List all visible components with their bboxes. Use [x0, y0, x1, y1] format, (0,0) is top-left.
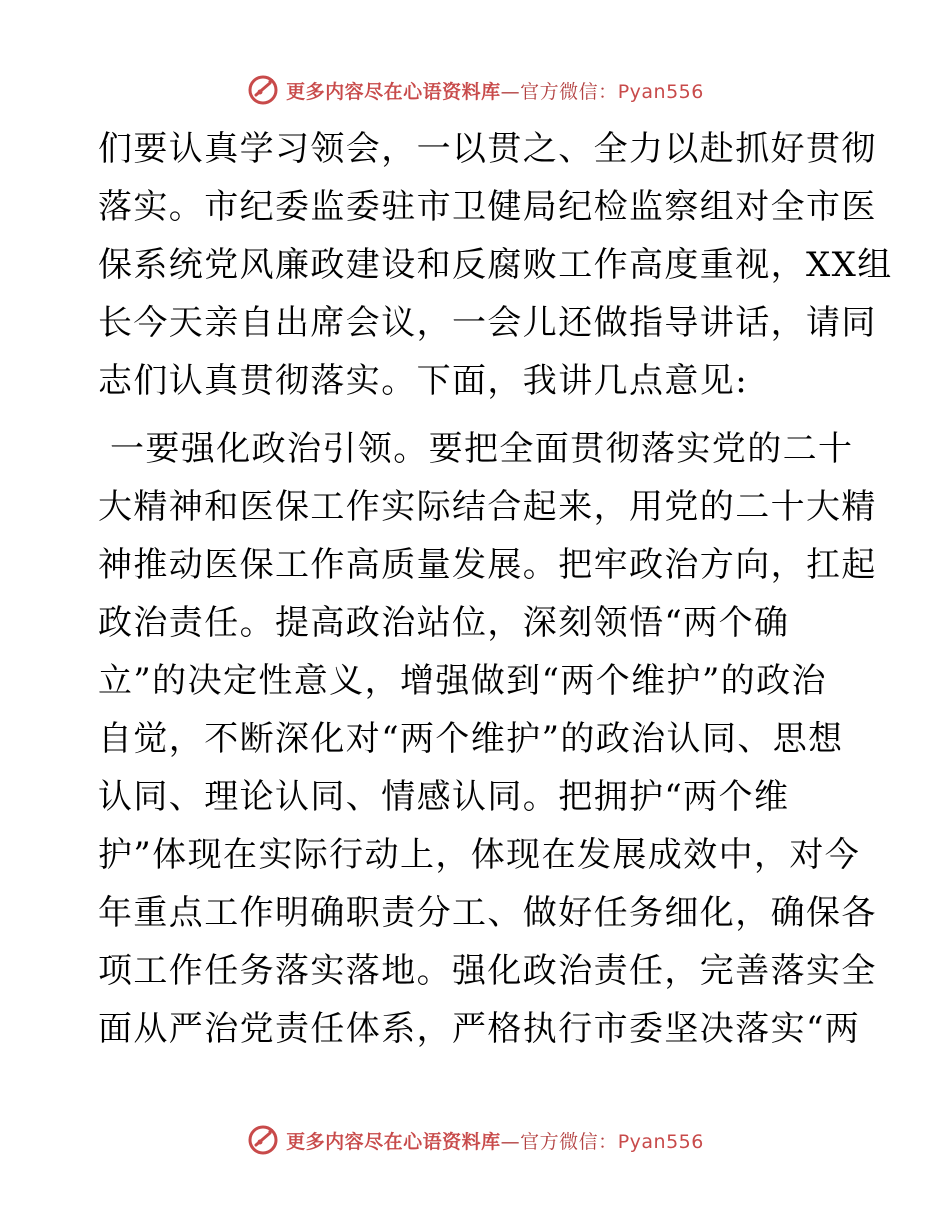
text-line: 保系统党风廉政建设和反腐败工作高度重视，XX组: [98, 245, 893, 285]
text-line: 立”的决定性意义，增强做到“两个维护”的政治: [98, 661, 827, 701]
watermark-site-name: 更多内容尽在心语资料库: [286, 1130, 501, 1153]
document-body: [98, 120, 893, 1058]
text-line: 年重点工作明确职责分工、做好任务细化，确保各: [98, 893, 877, 933]
text-line: 一要强化政治引领。要把全面贯彻落实党的二十: [110, 429, 854, 469]
paragraph-1: [98, 120, 893, 410]
text-line: 长今天亲自出席会议，一会儿还做指导讲话，请同: [98, 303, 877, 343]
footer-watermark: [0, 1120, 950, 1160]
paragraph-2: [98, 420, 877, 1058]
watermark-wechat-label: —官方微信：: [500, 1130, 618, 1153]
brand-logo-icon: [246, 73, 280, 107]
text-line: 护”体现在实际行动上，体现在发展成效中，对今: [98, 835, 861, 875]
text-line: 自觉，不断深化对“两个维护”的政治认同、思想: [98, 719, 844, 759]
text-line: 面从严治党责任体系，严格执行市委坚决落实“两: [98, 1009, 861, 1049]
watermark-site-name: 更多内容尽在心语资料库: [286, 80, 501, 103]
watermark-text: [286, 77, 704, 104]
text-line: 大精神和医保工作实际结合起来，用党的二十大精: [98, 487, 877, 527]
text-line: 项工作任务落实落地。强化政治责任，完善落实全: [98, 951, 877, 991]
watermark-wechat-label: —官方微信：: [500, 80, 618, 103]
text-line: 志们认真贯彻落实。下面，我讲几点意见:: [98, 361, 749, 401]
text-line: 神推动医保工作高质量发展。把牢政治方向，扛起: [98, 545, 877, 585]
text-line: 们要认真学习领会，一以贯之、全力以赴抓好贯彻: [98, 129, 877, 169]
text-line: 认同、理论认同、情感认同。把拥护“两个维: [98, 777, 790, 817]
watermark-wechat-id: Pyan556: [617, 1130, 704, 1153]
brand-logo-icon: [246, 1123, 280, 1157]
watermark-wechat-id: Pyan556: [617, 80, 704, 103]
text-line: 政治责任。提高政治站位，深刻领悟“两个确: [98, 603, 790, 643]
watermark-text: [286, 1127, 704, 1154]
header-watermark: [0, 70, 950, 110]
text-line: 落实。市纪委监委驻市卫健局纪检监察组对全市医: [98, 187, 877, 227]
